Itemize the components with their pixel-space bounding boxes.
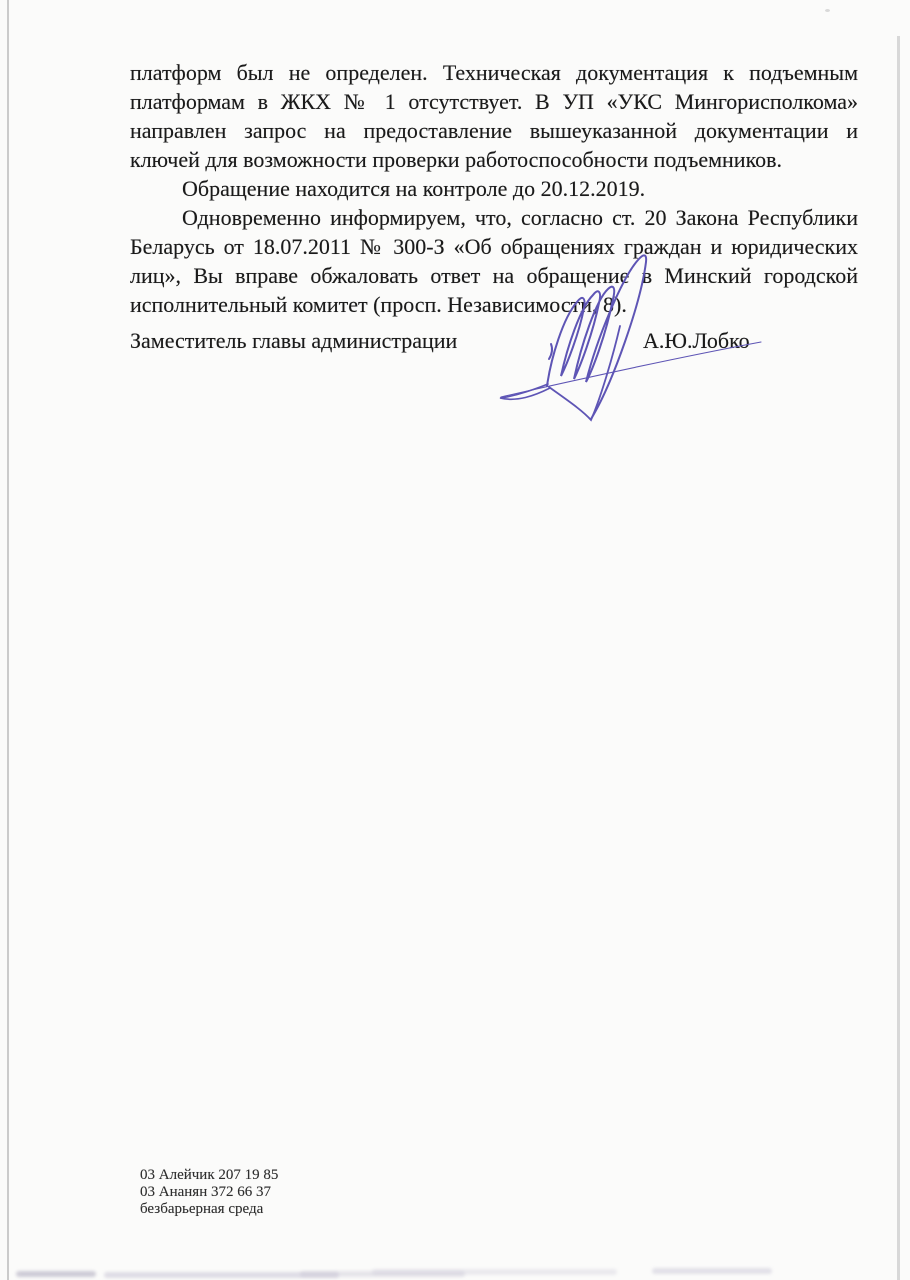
scan-speck [825, 9, 830, 12]
text-line: платформ был не определен. Техническая документация к подъемным [130, 60, 858, 85]
text-line: Одновременно информируем, что, согласно ст. 20 Закона Республики [182, 205, 858, 230]
footer-line: 03 Алейчик 207 19 85 [140, 1167, 279, 1183]
text-line: ключей для возможности проверки работоспособности подъемников. [130, 147, 783, 172]
paragraph [130, 174, 858, 203]
scan-smudge [652, 1268, 772, 1274]
paragraph [130, 58, 858, 174]
text-line: исполнительный комитет (просп. Независимости, 8). [130, 292, 627, 317]
signature-ink [470, 240, 770, 440]
signature-title: Заместитель главы администрации [130, 328, 458, 353]
page-edge-right [897, 36, 900, 1280]
text-line: Беларусь от 18.07.2011 № 300-З «Об обращениях граждан и юридических [130, 234, 858, 259]
text-line: направлен запрос на предоставление вышеуказанной документации и [130, 118, 858, 143]
footer-line: 03 Ананян 372 66 37 [140, 1184, 271, 1200]
footer-contacts [140, 1167, 278, 1218]
scan-smudge [16, 1271, 96, 1277]
footer-line: безбарьерная среда [140, 1201, 264, 1217]
page-edge-left [7, 0, 9, 1280]
text-line: платформам в ЖКХ № 1 отсутствует. В УП «УКС Мингорисполкома» [130, 89, 858, 114]
text-line: лиц», Вы вправе обжаловать ответ на обращение в Минский городской [130, 263, 858, 288]
signer-name: А.Ю.Лобко [643, 328, 750, 353]
text-line: Обращение находится на контроле до 20.12.2019. [182, 176, 646, 201]
scan-smudge [372, 1269, 617, 1275]
